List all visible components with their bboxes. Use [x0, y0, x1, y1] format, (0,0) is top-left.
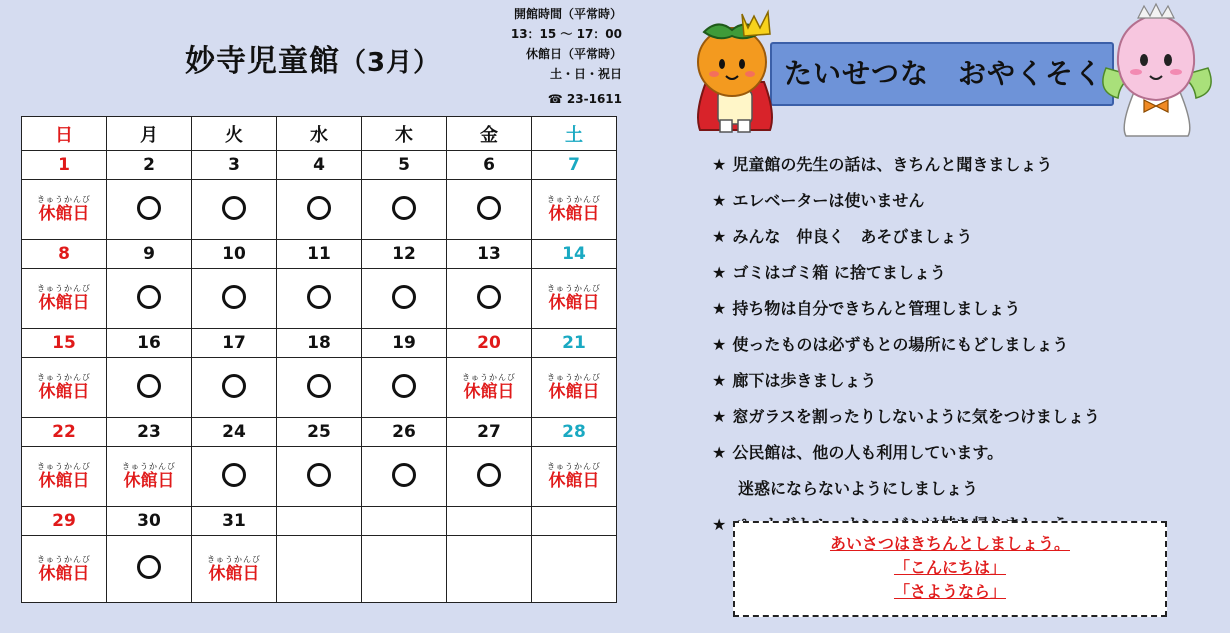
rule-item: [712, 152, 1100, 175]
rule-item: [712, 188, 1100, 211]
star-icon: ★: [712, 335, 727, 354]
rules-banner-title: たいせつな おやくそく: [784, 57, 1104, 90]
closed-day-text: 休館日: [38, 563, 90, 584]
rule-item: [712, 440, 1100, 499]
date-cell: 24: [192, 418, 277, 447]
closed-day-ruby: きゅうかんび: [547, 195, 601, 204]
empty-cell: [277, 536, 362, 603]
star-icon: ★: [712, 263, 727, 282]
open-circle-icon: [222, 196, 246, 220]
date-cell: 6: [447, 151, 532, 180]
date-cell: 16: [107, 329, 192, 358]
status-row: [22, 269, 617, 329]
date-cell: 22: [22, 418, 107, 447]
closed-day-text: 休館日: [208, 563, 260, 584]
greeting-line-2: 「こんにちは」: [893, 558, 1006, 577]
date-cell: 19: [362, 329, 447, 358]
open-day-cell: [107, 536, 192, 603]
open-circle-icon: [307, 374, 331, 398]
open-circle-icon: [392, 196, 416, 220]
rule-item: [712, 224, 1100, 247]
rule-text: みんな 仲良く あそびましょう: [732, 227, 973, 246]
date-row: [22, 329, 617, 358]
open-circle-icon: [137, 285, 161, 309]
closed-day-label: [37, 463, 91, 490]
date-cell: 25: [277, 418, 362, 447]
date-cell: 30: [107, 507, 192, 536]
open-day-cell: [192, 447, 277, 507]
peach-princess-mascot-icon: [1098, 2, 1216, 138]
star-icon: ★: [712, 155, 727, 174]
date-cell: 26: [362, 418, 447, 447]
weekday-header-cell: 金: [447, 117, 532, 151]
open-day-cell: [447, 447, 532, 507]
star-icon: ★: [712, 443, 727, 462]
star-icon: ★: [712, 227, 727, 246]
closed-day-ruby: きゅうかんび: [462, 373, 516, 382]
open-day-cell: [192, 269, 277, 329]
closed-day-text: 休館日: [548, 204, 600, 224]
status-row: [22, 180, 617, 240]
open-circle-icon: [477, 463, 501, 487]
star-icon: ★: [712, 407, 727, 426]
open-day-cell: [192, 358, 277, 418]
greeting-line-1: あいさつはきちんとしましょう。: [829, 534, 1070, 553]
star-icon: ★: [712, 371, 727, 390]
open-day-cell: [107, 269, 192, 329]
rules-list: [712, 152, 1100, 548]
closed-day-ruby: きゅうかんび: [37, 554, 91, 564]
rule-text-continuation: 迷惑にならないようにしましょう: [738, 479, 979, 498]
page-title: [185, 36, 440, 80]
closed-days-value: 土・日・祝日: [549, 67, 622, 81]
rule-text: 窓ガラスを割ったりしないように気をつけましょう: [732, 407, 1100, 426]
closed-day-label: [37, 285, 91, 312]
date-cell: 29: [22, 507, 107, 536]
date-cell: 10: [192, 240, 277, 269]
closed-day-cell: [447, 358, 532, 418]
star-icon: ★: [712, 515, 727, 534]
rule-item: [712, 368, 1100, 391]
rule-item: [712, 260, 1100, 283]
date-row: [22, 418, 617, 447]
open-day-cell: [362, 358, 447, 418]
closed-day-text: 休館日: [463, 382, 515, 402]
open-circle-icon: [392, 374, 416, 398]
open-circle-icon: [137, 196, 161, 220]
closed-day-cell: [22, 358, 107, 418]
rule-text: エレベーターは使いません: [732, 191, 925, 210]
closed-day-ruby: きゅうかんび: [547, 373, 601, 382]
title-main: 妙寺児童館: [185, 44, 340, 79]
closed-days-label: 休館日（平常時）: [525, 47, 622, 61]
date-cell: 20: [447, 329, 532, 358]
open-circle-icon: [137, 374, 161, 398]
date-cell: [277, 507, 362, 536]
date-cell: 17: [192, 329, 277, 358]
empty-cell: [532, 536, 617, 603]
closed-day-ruby: きゅうかんび: [37, 284, 91, 293]
greeting-box: [733, 521, 1167, 617]
phone-number: 23-1611: [566, 92, 622, 106]
date-cell: 11: [277, 240, 362, 269]
date-cell: 2: [107, 151, 192, 180]
date-cell: 13: [447, 240, 532, 269]
date-cell: 28: [532, 418, 617, 447]
closed-day-ruby: きゅうかんび: [37, 373, 91, 382]
closed-day-cell: [22, 447, 107, 507]
rule-item: [712, 404, 1100, 427]
date-cell: 9: [107, 240, 192, 269]
closed-day-cell: [532, 269, 617, 329]
open-day-cell: [362, 180, 447, 240]
closed-day-text: 休館日: [38, 382, 90, 402]
date-cell: 7: [532, 151, 617, 180]
date-cell: 27: [447, 418, 532, 447]
empty-cell: [447, 536, 532, 603]
closed-day-label: [462, 374, 516, 401]
open-circle-icon: [307, 196, 331, 220]
closed-day-label: [547, 374, 601, 401]
title-month: （3月）: [340, 48, 441, 78]
date-cell: 31: [192, 507, 277, 536]
phone-icon: ☎: [547, 92, 563, 106]
date-cell: [362, 507, 447, 536]
closed-day-ruby: きゅうかんび: [547, 462, 601, 471]
weekday-header-cell: 日: [22, 117, 107, 151]
closed-day-text: 休館日: [123, 471, 175, 491]
status-row: [22, 536, 617, 603]
date-cell: [532, 507, 617, 536]
date-cell: 15: [22, 329, 107, 358]
open-day-cell: [447, 269, 532, 329]
closed-day-label: [207, 556, 261, 583]
monthly-calendar: [21, 116, 617, 603]
closed-day-label: [37, 374, 91, 401]
rule-item: [712, 296, 1100, 319]
closed-day-label: [37, 556, 91, 583]
closed-day-label: [547, 285, 601, 312]
date-cell: 23: [107, 418, 192, 447]
open-day-cell: [107, 358, 192, 418]
weekday-header-row: [22, 117, 617, 151]
open-day-cell: [277, 180, 362, 240]
closed-day-text: 休館日: [548, 293, 600, 313]
closed-day-ruby: きゅうかんび: [37, 462, 91, 471]
open-circle-icon: [392, 285, 416, 309]
date-cell: 8: [22, 240, 107, 269]
closed-day-text: 休館日: [38, 293, 90, 313]
closed-day-cell: [22, 536, 107, 603]
date-cell: 3: [192, 151, 277, 180]
closed-day-cell: [192, 536, 277, 603]
open-day-cell: [192, 180, 277, 240]
empty-cell: [362, 536, 447, 603]
open-circle-icon: [222, 374, 246, 398]
closed-day-label: [122, 463, 176, 490]
weekday-header-cell: 月: [107, 117, 192, 151]
closed-day-text: 休館日: [38, 204, 90, 224]
date-row: [22, 507, 617, 536]
weekday-header-cell: 木: [362, 117, 447, 151]
open-day-cell: [107, 180, 192, 240]
date-cell: 18: [277, 329, 362, 358]
star-icon: ★: [712, 299, 727, 318]
phone-info: [520, 92, 622, 106]
open-day-cell: [277, 447, 362, 507]
closed-day-text: 休館日: [548, 471, 600, 491]
date-cell: 4: [277, 151, 362, 180]
status-row: [22, 358, 617, 418]
open-circle-icon: [392, 463, 416, 487]
closed-day-ruby: きゅうかんび: [547, 284, 601, 293]
closed-day-cell: [22, 180, 107, 240]
closed-day-text: 休館日: [548, 382, 600, 402]
open-day-cell: [277, 358, 362, 418]
closed-day-cell: [532, 180, 617, 240]
closed-day-ruby: きゅうかんび: [207, 554, 261, 564]
weekday-header-cell: 水: [277, 117, 362, 151]
rule-text: 公民館は、他の人も利用しています。: [732, 443, 1004, 462]
date-row: [22, 151, 617, 180]
date-row: [22, 240, 617, 269]
closed-day-ruby: きゅうかんび: [37, 195, 91, 204]
rule-item: [712, 332, 1100, 355]
greeting-line-3: 「さようなら」: [893, 582, 1006, 601]
date-cell: 14: [532, 240, 617, 269]
opening-hours-info: [480, 4, 622, 84]
open-circle-icon: [222, 463, 246, 487]
star-icon: ★: [712, 191, 727, 210]
open-circle-icon: [477, 196, 501, 220]
closed-day-ruby: きゅうかんび: [122, 462, 176, 471]
weekday-header-cell: 火: [192, 117, 277, 151]
hours-value: 13：15 〜 17：00: [510, 27, 622, 41]
rule-text: 廊下は歩きましょう: [732, 371, 877, 390]
date-cell: 5: [362, 151, 447, 180]
open-circle-icon: [307, 285, 331, 309]
closed-day-cell: [532, 447, 617, 507]
rule-text: 児童館の先生の話は、きちんと聞きましょう: [732, 155, 1053, 174]
weekday-header-cell: 土: [532, 117, 617, 151]
hours-label: 開館時間（平常時）: [513, 7, 622, 21]
open-circle-icon: [137, 555, 161, 579]
closed-day-cell: [532, 358, 617, 418]
open-circle-icon: [222, 285, 246, 309]
rule-text: 使ったものは必ずもとの場所にもどしましょう: [732, 335, 1069, 354]
date-cell: [447, 507, 532, 536]
status-row: [22, 447, 617, 507]
closed-day-text: 休館日: [38, 471, 90, 491]
rule-text: 持ち物は自分できちんと管理しましょう: [732, 299, 1021, 318]
open-day-cell: [362, 269, 447, 329]
closed-day-label: [547, 463, 601, 490]
rule-text: ゴミはゴミ箱 に捨てましょう: [732, 263, 946, 282]
closed-day-cell: [107, 447, 192, 507]
persimmon-mascot-icon: [684, 4, 786, 136]
date-cell: 1: [22, 151, 107, 180]
closed-day-label: [547, 196, 601, 223]
open-day-cell: [362, 447, 447, 507]
open-day-cell: [277, 269, 362, 329]
date-cell: 12: [362, 240, 447, 269]
date-cell: 21: [532, 329, 617, 358]
closed-day-label: [37, 196, 91, 223]
closed-day-cell: [22, 269, 107, 329]
open-circle-icon: [477, 285, 501, 309]
open-day-cell: [447, 180, 532, 240]
open-circle-icon: [307, 463, 331, 487]
